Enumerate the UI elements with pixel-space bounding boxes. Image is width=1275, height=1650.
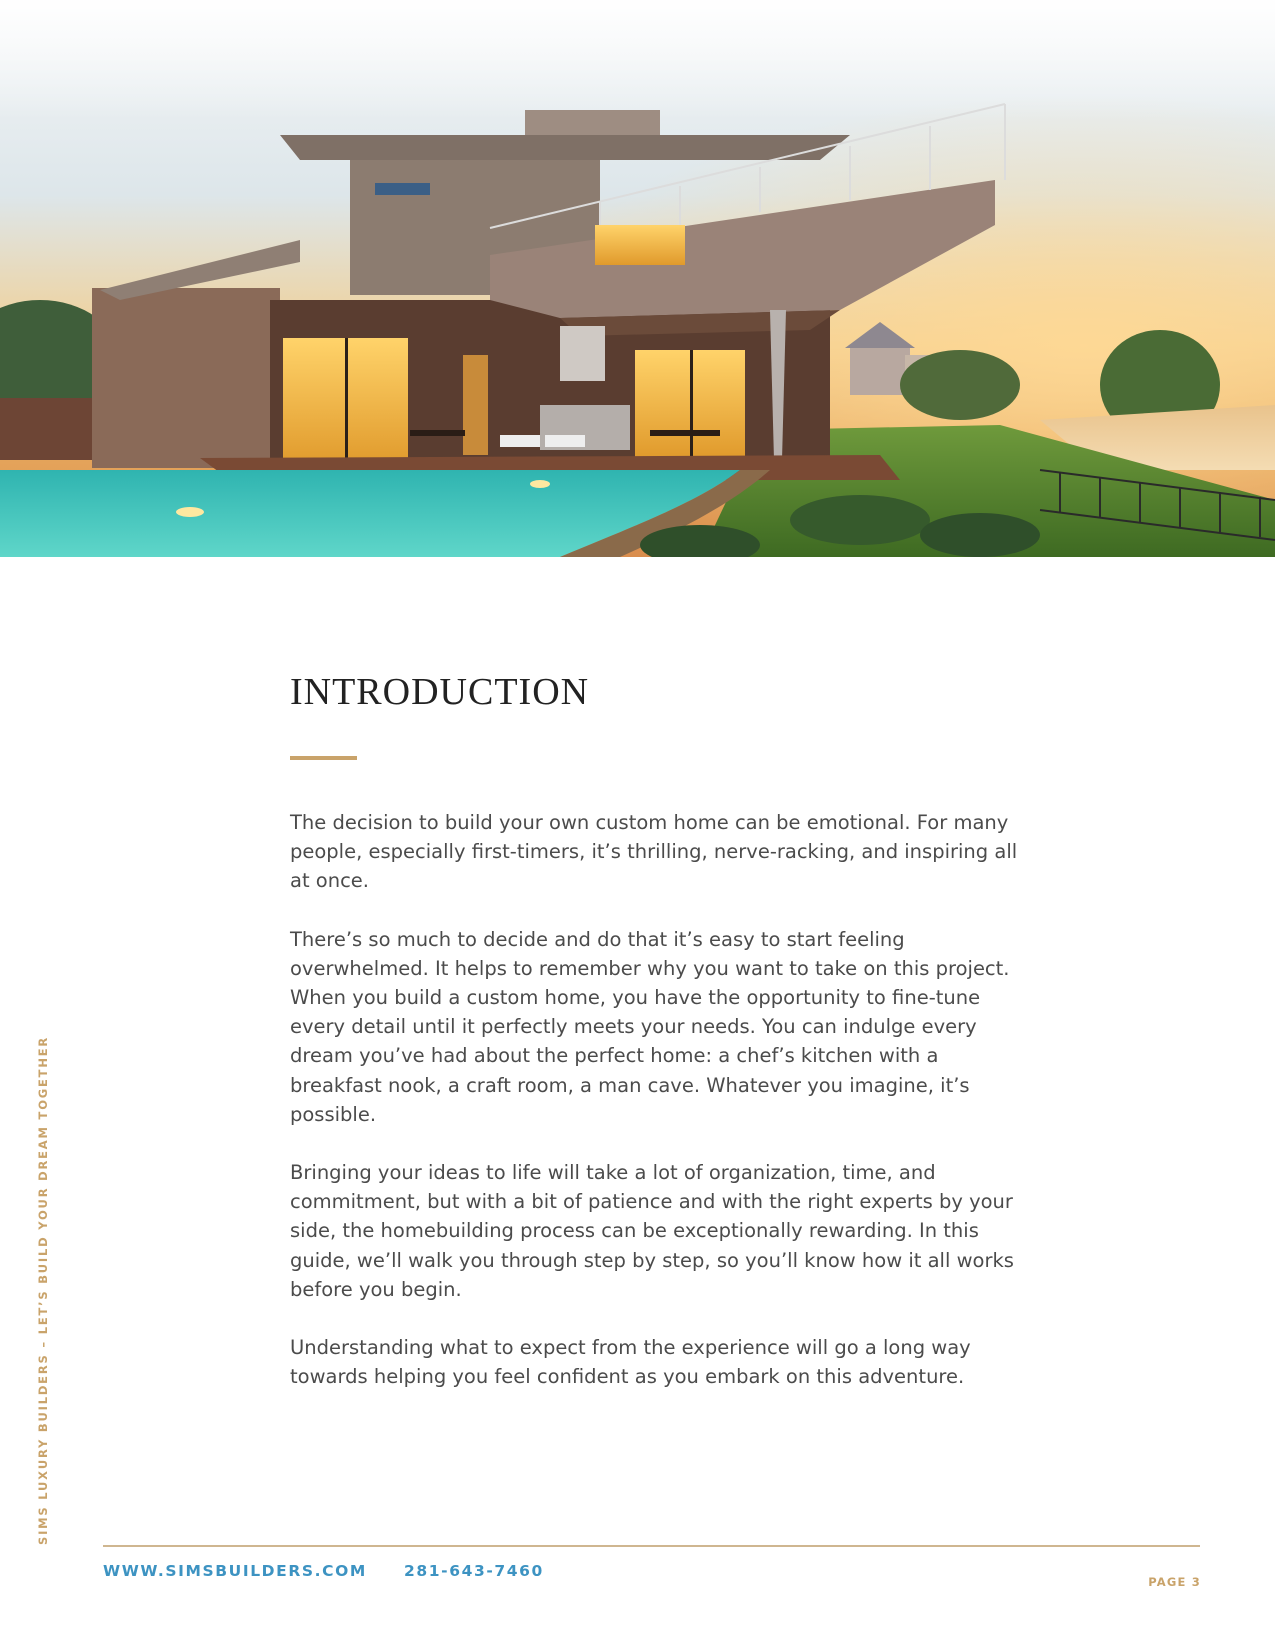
title-divider [290, 756, 357, 760]
footer-divider [103, 1545, 1200, 1547]
paragraph: There’s so much to decide and do that it’s easy to start feeling overwhelmed. It helps to remember why you want to take on this project. When you build a custom home, you have the opportunity to fine-tune every detail until it perfectly meets your needs. You can indulge every dream you’ve had about the perfect home: a chef’s kitchen with a breakfast nook, a craft room, a man cave. Whatever you imagine, it’s possible. [290, 927, 1010, 1126]
paragraph: Understanding what to expect from the experience will go a long way towards helping you feel confident as you embark on this adventure. [290, 1336, 971, 1389]
phone-link[interactable]: 281-643-7460 [404, 1562, 544, 1580]
side-tagline: SIMS LUXURY BUILDERS – LET’S BUILD YOUR DREAM TOGETHER [36, 1035, 50, 1545]
page-title: INTRODUCTION [290, 671, 590, 713]
hero-image [0, 0, 1275, 557]
website-link[interactable]: WWW.SIMSBUILDERS.COM [103, 1562, 367, 1580]
page-number: PAGE 3 [1148, 1575, 1201, 1589]
house-photo [0, 0, 1275, 557]
paragraph: The decision to build your own custom home can be emotional. For many people, especially first-timers, it’s thrilling, nerve-racking, and inspiring all at once. [290, 811, 1018, 893]
body-copy [290, 808, 1035, 1420]
paragraph: Bringing your ideas to life will take a lot of organization, time, and commitment, but with a bit of patience and with the right experts by your side, the homebuilding process can be exceptionally rewarding. In this guide, we’ll walk you through step by step, so you’ll know how it all works before you begin. [290, 1161, 1014, 1301]
